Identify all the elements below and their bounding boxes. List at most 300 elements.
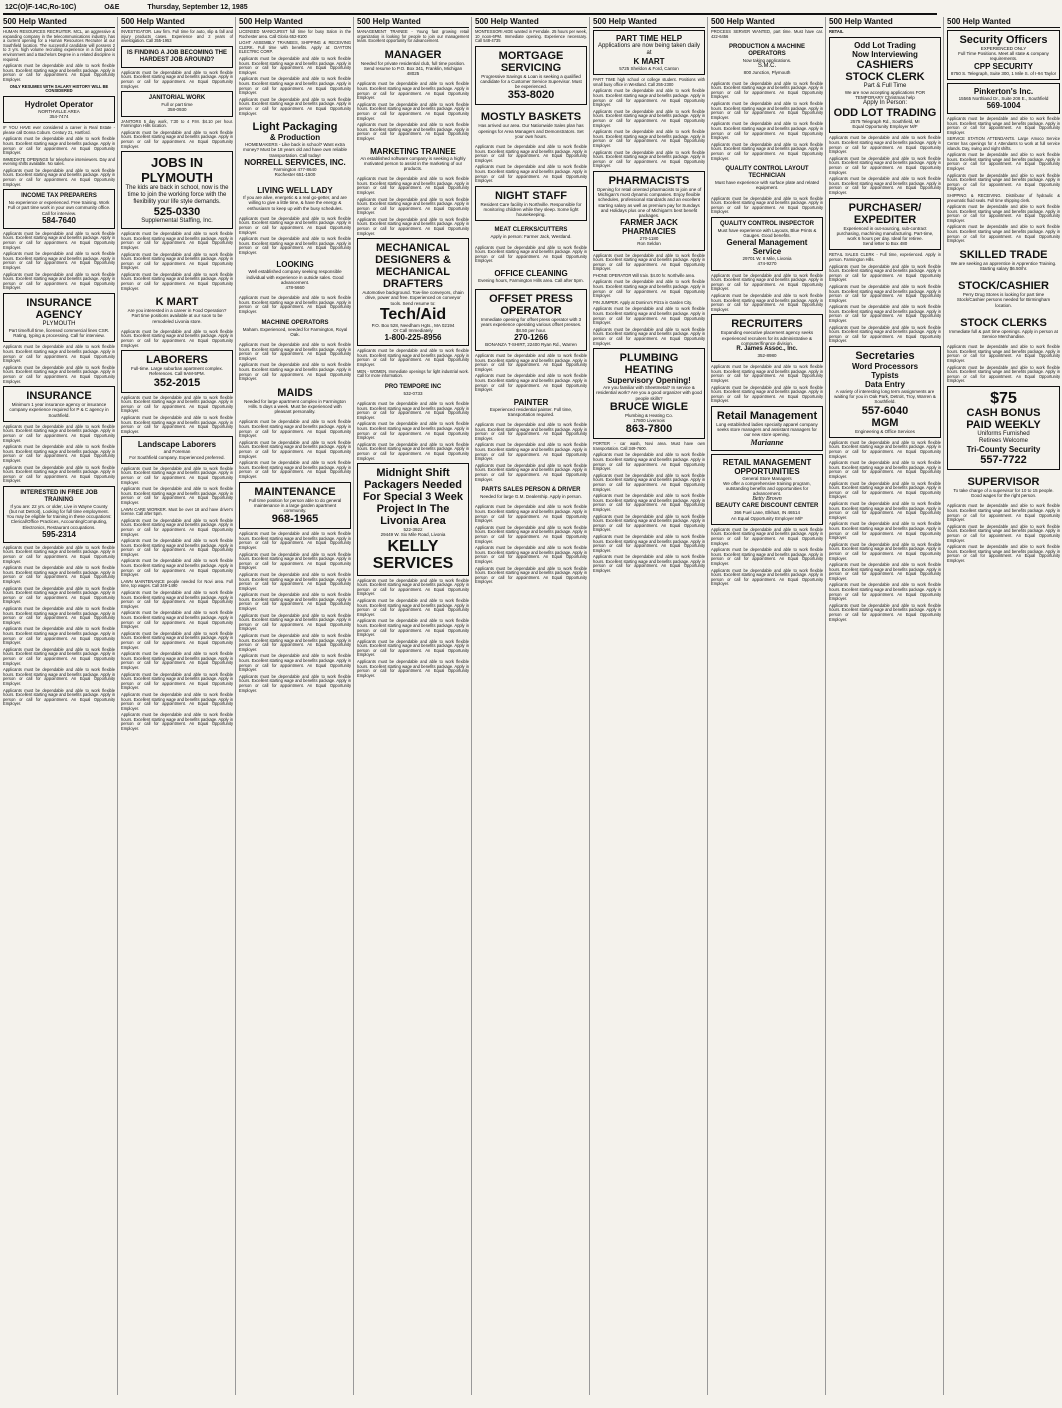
ad-light-packaging	[239, 118, 351, 180]
light-pkg-body: HOMEMAKERS - Like back in school? Want extra money? Must be 18 years old and have own reliable transportation. Call today!	[242, 142, 348, 158]
ad-service-station: SERVICE STATION ATTENDANTS. Large Amoco Service Center has openings for 4 Attendants to work at full service islands. Day, swing and night shifts.	[947, 136, 1060, 151]
ad-fill: Applicants must be dependable and able to work flexible hours. Excellent starting wage and benefits package. Apply in person or call for appointment. An Equal Opportunity Employer.	[357, 401, 469, 420]
farmerjack-title: FARMER JACK PHARMACIES	[620, 218, 678, 237]
purchaser-title: PURCHASER/ EXPEDITER	[848, 201, 922, 226]
ad-fill: Applicants must be dependable and able to work flexible hours. Excellent starting wage and benefits package. Apply in person or call for appointment. An Equal Opportunity Employer.	[121, 558, 233, 578]
farmerjack-addr: 270-1180	[639, 236, 659, 242]
parts-body: Needed for large G.M. Dealership. Apply in person.	[480, 494, 582, 500]
ad-fill: Applicants must be dependable and able to work flexible hours. Excellent starting wage and benefits package. Apply in person or call for appointment. An Equal Opportunity Employer.	[121, 630, 233, 650]
ad-job-hunt	[121, 46, 233, 68]
sec-tag: Engineering & Office Services	[855, 428, 915, 434]
ad-fill: Applicants must be dependable and able to work flexible hours. Excellent starting wage and benefits package. Apply in person or call for appointment. An Equal Opportunity Employer.	[947, 544, 1060, 563]
ad-fill: Applicants must be dependable and able to work flexible hours. Excellent starting wage and benefits package. Apply in person or call for appointment. An Equal Opportunity Employer.	[593, 493, 705, 512]
ad-management-trainee: MANAGEMENT TRAINEE - Young fast growing retail organization is looking for people to join our management team. Excellent opportunity for advancement.	[357, 29, 469, 44]
ad-fill: Applicants must be dependable and able to work flexible hours. Excellent starting wage and benefits package. Apply in person or call for appointment. An Equal Opportunity Employer.	[239, 96, 351, 116]
paper-name: O&E	[104, 4, 120, 11]
ad-mostly-baskets	[475, 108, 587, 142]
ad-fill: Applicants must be dependable and able to work flexible hours. Excellent starting wage and benefits package. Apply in person or call for appointment. An Equal Opportunity Employer.	[711, 547, 823, 566]
pth-addr: 5725 Sheldon & Ford, Canton	[619, 66, 679, 71]
ad-fill: Applicants must be dependable and able to work flexible hours. Excellent starting wage and benefits package. Apply in person or call for appointment. An Equal Opportunity Employer.	[239, 419, 351, 439]
ad-fill: Applicants must be dependable and able to work flexible hours. Excellent starting wage and benefits package. Apply in person or call for appointment. An Equal Opportunity Employer.	[711, 384, 823, 404]
ad-production	[711, 41, 823, 78]
maids-body: Needed for large apartment complex in Farmington Hills. 5 days a week. Must be experienced with pleasant personality.	[244, 398, 346, 415]
light-pkg-sub: & Production	[269, 133, 321, 143]
top-rule	[3, 13, 937, 15]
offset-body: Immediate opening for offset press operator with 3 years experience operating various offset presses. $8.50 per hour.	[480, 317, 582, 333]
pinkerton-title: Pinkerton's Inc.	[973, 86, 1034, 96]
qc-title: QUALITY CONTROL LAYOUT TECHNICIAN	[725, 166, 809, 180]
plumbing-company2: Plumbing & Heating Co.	[624, 412, 674, 418]
ad-offset	[475, 289, 587, 351]
oddlot-pos2: STOCK CLERK	[845, 70, 925, 83]
ad-plumbing	[593, 348, 705, 439]
retail2-sub: General Store Managers	[742, 475, 792, 481]
cash-title: CASH BONUS	[966, 407, 1041, 420]
ad-fill: Applicants must be dependable and able to work flexible hours. Excellent starting wage and benefits package. Apply in person or call for appointment. An Equal Opportunity Employer.	[121, 129, 233, 149]
ad-fill: Applicants must be dependable and able to work flexible hours. Excellent starting wage and benefits package. Apply in person or call for appointment. An Equal Opportunity Employer.	[711, 567, 823, 587]
ad-purchaser	[829, 198, 941, 251]
ad-fill: Applicants must be dependable and able to work flexible hours. Excellent starting wage and benefits package. Apply in person or call for appointment. An Equal Opportunity Employer.	[239, 460, 351, 479]
ad-fill: Applicants must be dependable and able to work flexible hours. Excellent starting wage and benefits package. Apply in person or call for appointment. An Equal Opportunity Employer.	[121, 486, 233, 505]
ad-fill: Applicants must be dependable and able to work flexible hours. Excellent starting wage and benefits package. Apply in person or call for appointment. An Equal Opportunity Employer.	[475, 244, 587, 264]
pharm-body: Opening for retail oriented pharmacists to join one of Michigan's most dynamic companies. Enjoy flexible schedules, professional standards and an excellent starting salary as well as premium pay for Sundays and Holidays plus one of Michigan's best benefit packages.	[596, 186, 702, 218]
ad-fill: Applicants must be dependable and able to work flexible hours. Excellent starting wage and benefits package. Apply in person or call for appointment. An Equal Opportunity Employer.	[3, 230, 115, 250]
laborers-title: LABORERS	[146, 354, 208, 367]
column-3	[239, 17, 354, 1395]
kelly-addr: 29449 W. Six Mile Road, Livonia	[380, 532, 446, 538]
ad-part-time-student: PART TIME high school or college student. Positions with small busy office in Westland. Call 255-2300	[593, 77, 705, 87]
beauty-title: BEAUTY CARE DISCOUNT CENTER	[715, 503, 819, 510]
ad-investigator: INVESTIGATOR. Law firm. Full time for auto, slip & fall and injury products cases. Experience and 2 years of investigation. Call 355-1953	[121, 29, 233, 44]
ad-fill: Applicants must be dependable and able to work flexible hours. Excellent starting wage and benefits package. Apply in person or call for appointment. An Equal Opportunity Employer.	[829, 155, 941, 175]
ad-fill: Applicants must be dependable and able to work flexible hours. Excellent starting wage and benefits package. Apply in person or call for appointment. An Equal Opportunity Employer.	[829, 582, 941, 602]
ad-fill: Applicants must be dependable and able to work flexible hours. Excellent starting wage and benefits package. Apply in person or call for appointment. An Equal Opportunity Employer.	[947, 116, 1060, 135]
stockclerks-title: STOCK CLERKS	[960, 316, 1047, 329]
skilled-title: SKILLED TRADE	[959, 248, 1048, 261]
ad-fill: Applicants must be dependable and able to work flexible hours. Excellent starting wage and benefits package. Apply in person or call for appointment. An Equal Opportunity Employer.	[947, 523, 1060, 543]
training-title: INTERESTED IN FREE JOB TRAINING	[20, 489, 98, 503]
ad-fill: Applicants must be dependable and able to work flexible hours. Excellent starting wage and benefits package. Apply in person or call for appointment. An Equal Opportunity Employer.	[947, 204, 1060, 223]
ad-living-well	[239, 183, 351, 214]
cash-sub2: Uniforms Furnished	[977, 431, 1030, 438]
column-heading: 500 Help Wanted	[357, 17, 469, 28]
ad-fill: Applicants must be dependable and able to work flexible hours. Excellent starting wage and benefits package. Apply in person or call for appointment. An Equal Opportunity Employer.	[3, 344, 115, 364]
production-addr: 800 Junction, Plymouth	[743, 70, 791, 76]
ad-fill: Applicants must be dependable and able to work flexible hours. Excellent starting wage and benefits package. Apply in person or call for appointment. An Equal Opportunity Employer.	[593, 533, 705, 553]
classified-columns	[3, 17, 1060, 1395]
oddlot-addr: 2575 Telegraph Rd., Southfield, MI	[850, 119, 920, 124]
ad-retail-label: RETAIL	[829, 29, 844, 34]
light-pkg-title: Light Packaging	[252, 121, 338, 134]
techaid-phone: 1-800-225-8956	[384, 333, 442, 343]
stockcashier-title: STOCK/CASHIER	[958, 280, 1049, 293]
ad-pro-tempore	[357, 381, 469, 399]
ad-fill: Applicants must be dependable and able to work flexible hours. Excellent starting wage and benefits package. Apply in person or call for appointment. An Equal Opportunity Employer.	[829, 521, 941, 541]
plymouth-title: JOBS IN PLYMOUTH	[141, 155, 213, 186]
insurance2-title: INSURANCE	[26, 390, 92, 403]
recruiters-body: Expanding executive placement agency seeks experienced recruiters for its administrative & computer/finance division.	[720, 330, 814, 346]
plumbing-company: BRUCE WIGLE	[609, 400, 689, 413]
ad-pinkerton	[947, 83, 1060, 114]
issue-date: Thursday, September 12, 1985	[147, 4, 248, 11]
ad-fill: Applicants must be dependable and able to work flexible hours. Excellent starting wage and benefits package. Apply in person or call for appointment. An Equal Opportunity Employer.	[3, 251, 115, 271]
ad-men-women: MEN - WOMEN. Immediate openings for light industrial work. Call for more information.	[357, 368, 469, 379]
ad-fill: Applicants must be dependable and able to work flexible hours. Excellent starting wage and benefits package. Apply in person or call for appointment. An Equal Opportunity Employer.	[3, 464, 115, 484]
ad-fill: Applicants must be dependable and able to work flexible hours. Excellent starting wage and benefits package. Apply in person or call for appointment. An Equal Opportunity Employer.	[357, 216, 469, 236]
ad-fill: Applicants must be dependable and able to work flexible hours. Excellent starting wage and benefits package. Apply in person or call for appointment. An Equal Opportunity Employer.	[829, 541, 941, 561]
ad-fill: Applicants must be dependable and able to work flexible hours. Excellent starting wage and benefits package. Apply in person or call for appointment. An Equal Opportunity Employer.	[593, 472, 705, 492]
sec-sub1: Word Processors	[851, 362, 919, 372]
column-heading: 500 Help Wanted	[593, 17, 705, 28]
ad-fill: Applicants must be dependable and able to work flexible hours. Excellent starting wage and benefits package. Apply in person or call for appointment. An Equal Opportunity Employer.	[829, 263, 941, 283]
ad-odd-lot	[829, 37, 941, 134]
techaid-title: Tech/Aid	[379, 305, 447, 323]
kmart-body: Are you interested in a career in Food Operation? Part time positions available at our soon to be remodeled Livonia store.	[127, 308, 227, 324]
betty: Betty Brown	[752, 496, 782, 503]
ad-stock-clerks	[947, 314, 1060, 342]
ad-fill: Applicants must be dependable and able to work flexible hours. Excellent starting wage and benefits package. Apply in person or call for appointment. An Equal Opportunity Employer.	[3, 364, 115, 384]
norrell-title: NORRELL SERVICES, INC.	[244, 157, 346, 167]
ad-hr-contact: ONLY RESUMES WITH SALARY HISTORY WILL BE CONSIDERED	[9, 83, 109, 94]
ad-fill: Applicants must be dependable and able to work flexible hours. Excellent starting wage and benefits package. Apply in person or call for appointment. An Equal Opportunity Employer.	[3, 167, 115, 187]
security-title: Security Officers	[959, 34, 1048, 46]
general-title: General Management Service	[726, 238, 808, 257]
column-heading: 500 Help Wanted	[711, 17, 823, 28]
landscape-sub: and Foreman	[163, 449, 191, 455]
purchaser-body: Experienced in out-sourcing, sub-contract purchasing, machining manufacturing. Part-time, work 6 hours per day. Ideal for retiree.	[836, 225, 934, 241]
office-body: Evening hours, Farmington Hills area. Call after 5pm.	[478, 277, 584, 283]
ad-fill: Applicants must be dependable and able to work flexible hours. Excellent starting wage and benefits package. Apply in person or call for appointment. An Equal Opportunity Employer.	[711, 80, 823, 100]
ad-fill: Applicants must be dependable and able to work flexible hours. Excellent starting wage and benefits package. Apply in person or call for appointment. An Equal Opportunity Employer.	[239, 55, 351, 75]
ad-fill: Applicants must be dependable and able to work flexible hours. Excellent starting wage and benefits package. Apply in person or call for appointment. An Equal Opportunity Employer.	[357, 597, 469, 617]
ad-skilled-trade	[947, 246, 1060, 274]
ad-fill: Applicants must be dependable and able to work flexible hours. Excellent starting wage and benefits package. Apply in person or call for appointment. An Equal Opportunity Employer.	[593, 108, 705, 128]
column-9	[947, 17, 1062, 1395]
column-5	[475, 17, 590, 1395]
ad-meat-clerks	[475, 224, 587, 242]
oddlot-sub: Now Interviewing	[852, 49, 918, 59]
ad-fill: Applicants must be dependable and able to work flexible hours. Excellent starting wage and benefits package. Apply in person or call for appointment. An Equal Opportunity Employer.	[357, 348, 469, 368]
column-heading: 500 Help Wanted	[947, 17, 1060, 28]
ad-fill: Applicants must be dependable and able to work flexible hours. Excellent starting wage and benefits package. Apply in person or call for appointment. An Equal Opportunity Employer.	[3, 423, 115, 443]
janitorial-title: JANITORIAL WORK	[148, 95, 206, 102]
ad-fill: Applicants must be dependable and able to work flexible hours. Excellent starting wage and benefits package. Apply in person or call for appointment. An Equal Opportunity Employer.	[239, 531, 351, 550]
ad-fill: Applicants must be dependable and able to work flexible hours. Excellent starting wage and benefits package. Apply in person or call for appointment. An Equal Opportunity Employer.	[829, 460, 941, 479]
tax-title: INCOME TAX PREPARERS	[21, 193, 97, 200]
ad-fill: Applicants must be dependable and able to work flexible hours. Excellent starting wage and benefits package. Apply in person or call for appointment. An Equal Opportunity Employer.	[121, 712, 233, 732]
ad-fill: Applicants must be dependable and able to work flexible hours. Excellent starting wage and benefits package. Apply in person or call for appointment. An Equal Opportunity Employer.	[357, 421, 469, 441]
maint-phone: 968-1965	[271, 513, 319, 526]
ad-fill: Applicants must be dependable and able to work flexible hours. Excellent starting wage and benefits package. Apply in person or call for appointment. An Equal Opportunity Employer.	[711, 364, 823, 384]
purchaser-send: Send letter to Box 480	[862, 241, 908, 247]
beauty-addr: 366 Fuel Lane, Elkhart, IN 46514	[733, 510, 801, 516]
ad-fill: Applicants must be dependable and able to work flexible hours. Excellent starting wage and benefits package. Apply in person or call for appointment. An Equal Opportunity Employer.	[121, 671, 233, 691]
oddlot-eoe: Equal Opportunity Employer M/F	[852, 124, 918, 130]
tax-body: No experience or experienced. Free training. Work Full or part time work in your own community office. Call for interview.	[7, 200, 111, 216]
tax-phone: 584-7640	[42, 215, 76, 225]
ad-fill: Applicants must be dependable and able to work flexible hours. Excellent starting wage and benefits package. Apply in person or call for appointment. An Equal Opportunity Employer.	[475, 545, 587, 564]
beauty-eoe: An Equal Opportunity Employer M/F	[730, 515, 804, 521]
night-body: Resident Care facility in Northville. Responsible for monitoring children while they sleep. Some light housekeeping.	[480, 201, 582, 218]
ad-secretaries	[829, 346, 941, 438]
ad-kmart	[121, 293, 233, 327]
ad-fill: Applicants must be dependable and able to work flexible hours. Excellent starting wage and benefits package. Apply in person or call for appointment. An Equal Opportunity Employer.	[239, 571, 351, 591]
ad-fill: Applicants must be dependable and able to work flexible hours. Excellent starting wage and benefits package. Apply in person or call for appointment. An Equal Opportunity Employer.	[239, 633, 351, 652]
ad-fill: Applicants must be dependable and able to work flexible hours. Excellent starting wage and benefits package. Apply in person or call for appointment. An Equal Opportunity Employer.	[947, 172, 1060, 192]
ad-fill: Applicants must be dependable and able to work flexible hours. Excellent starting wage and benefits package. Apply in person or call for appointment. An Equal Opportunity Employer.	[357, 81, 469, 101]
sec-company: MGM	[871, 416, 899, 429]
ad-fill: Applicants must be dependable and able to work flexible hours. Excellent starting wage and benefits package. Apply in person or call for appointment. An Equal Opportunity Employer.	[711, 121, 823, 141]
ad-qc-layout	[711, 163, 823, 193]
ad-fill: Applicants must be dependable and able to work flexible hours. Excellent starting wage and benefits package. Apply in person or call for appointment. An Equal Opportunity Employer.	[711, 141, 823, 161]
living-title: LIVING WELL LADY	[257, 186, 333, 196]
ad-fill: Applicants must be dependable and able to work flexible hours. Excellent starting wage and benefits package. Apply in person or call for appointment. An Equal Opportunity Employer.	[593, 129, 705, 148]
ad-night-staff	[475, 186, 587, 222]
ad-fill: Applicants must be dependable and able to work flexible hours. Excellent starting wage and benefits package. Apply in person or call for appointment. An Equal Opportunity Employer.	[239, 673, 351, 693]
ad-maids	[239, 384, 351, 418]
offset-phone: 270-1266	[514, 332, 548, 342]
ad-fill: Applicants must be dependable and able to work flexible hours. Excellent starting wage and benefits package. Apply in person or call for appointment. An Equal Opportunity Employer.	[593, 88, 705, 108]
ad-stock-cashier	[947, 277, 1060, 311]
baskets-body: Has arrived our area. Our Nationwide Sales plan has openings for Area Managers and Demonstrators. Set your own hours.	[478, 123, 584, 139]
painter-body: Experienced residential painter. Full time, transportation required.	[489, 406, 573, 417]
living-body: If you are alive, energetic & a real go-getter, and are willing to give a little time, & have the energy & enthusiasm to keep up with the busy schedules.	[243, 195, 347, 211]
ad-fill: Applicants must be dependable and able to work flexible hours. Excellent starting wage and benefits package. Apply in person or call for appointment. An Equal Opportunity Employer.	[593, 513, 705, 533]
cash-amount: $75	[990, 390, 1017, 408]
insurance-sub: PLYMOUTH	[42, 320, 76, 327]
kmart-title: K MART	[155, 296, 199, 309]
ad-kelly	[357, 463, 469, 575]
insurance2-body: Minimum 1 year insurance agency or insurance company experience required for P & C agency in Southfield.	[9, 402, 109, 418]
pth-company: K MART	[633, 57, 665, 66]
ad-process-server: PROCESS SERVER WANTED, part time. Must have car. 422-6456	[711, 29, 823, 39]
cash-sub: PAID WEEKLY	[966, 419, 1041, 432]
ad-fill: Applicants must be dependable and able to work flexible hours. Excellent starting wage and benefits package. Apply in person or call for appointment. An Equal Opportunity Employer.	[475, 144, 587, 163]
ad-fill: Applicants must be dependable and able to work flexible hours. Excellent starting wage and benefits package. Apply in person or call for appointment. An Equal Opportunity Employer.	[121, 538, 233, 557]
oddlot-company: ODD LOT TRADING	[833, 107, 937, 119]
ad-fill: Applicants must be dependable and able to work flexible hours. Excellent starting wage and benefits package. Apply in person or call for appointment. An Equal Opportunity Employer.	[593, 279, 705, 299]
stockcashier-body: Perry Drug Stores is looking for part time Stock/Cashier persons needed for Birmingham location.	[956, 292, 1051, 308]
qc-body: Must have experience with surface plate and related equipment.	[714, 180, 820, 191]
ad-fill: Applicants must be dependable and able to work flexible hours. Excellent starting wage and benefits package. Apply in person or call for appointment. An Equal Opportunity Employer.	[3, 585, 115, 605]
ad-retail-sales: RETAIL SALES CLERK - Full time, experienced. Apply in person. Farmington Hills.	[829, 252, 941, 262]
ad-fill: Applicants must be dependable and able to work flexible hours. Excellent starting wage and benefits package. Apply in person or call for appointment. An Equal Opportunity Employer.	[593, 306, 705, 326]
ad-qc-inspector	[711, 217, 823, 271]
ad-laborers	[121, 350, 233, 392]
recruiters-company: R. James Assoc., Inc.	[736, 346, 798, 353]
security-sub: EXPERIENCED ONLY	[980, 46, 1027, 51]
general-addr: 29701 W. 8 Mile, Livonia	[742, 256, 792, 262]
security-body: Full Time Positions. Meet all state & company requirements.	[958, 51, 1049, 62]
ad-fill: Applicants must be dependable and able to work flexible hours. Excellent starting wage and benefits package. Apply in person or call for appointment. An Equal Opportunity Employer.	[3, 626, 115, 646]
ad-fill: Applicants must be dependable and able to work flexible hours. Excellent starting wage and benefits package. Apply in person or call for appointment. An Equal Opportunity Employer.	[121, 69, 233, 89]
ad-fill: Applicants must be dependable and able to work flexible hours. Excellent starting wage and benefits package. Apply in person or call for appointment. An Equal Opportunity Employer.	[829, 439, 941, 459]
insurance-body: Part time/full time, licensed commercial lines CSR. Rating, typing & processing. Call for interview.	[8, 327, 110, 339]
meat-title: MEAT CLERKS/CUTTERS	[494, 227, 568, 234]
ad-fill: Applicants must be dependable and able to work flexible hours. Excellent starting wage and benefits package. Apply in person or call for appointment. An Equal Opportunity Employer.	[121, 465, 233, 485]
production-company: S.M.C.	[757, 63, 777, 70]
ad-insurance	[3, 386, 115, 422]
hydrolet-title: Hydrolet Operator	[24, 99, 94, 109]
ad-retail-opps	[711, 454, 823, 525]
oddlot-body: We are now accepting applications FOR TEMPORARY Christmas help	[844, 89, 926, 100]
ad-fill: Applicants must be dependable and able to work flexible hours. Excellent starting wage and benefits package. Apply in person or call for appointment. An Equal Opportunity Employer.	[475, 442, 587, 462]
plymouth-phone: 525-0330	[153, 206, 201, 219]
ad-fill: Applicants must be dependable and able to work flexible hours. Excellent starting wage and benefits package. Apply in person or call for appointment. An Equal Opportunity Employer.	[3, 606, 115, 625]
ad-lawn: LAWN CARE WORKER. Must be over 18 and have driver's license. Call after 5pm.	[121, 506, 233, 517]
supervisor-body: To take charge of a supervisor for 10 to 15 people. Good wages for the right person.	[953, 488, 1054, 499]
ad-fill: Applicants must be dependable and able to work flexible hours. Excellent starting wage and benefits package. Apply in person or call for appointment. An Equal Opportunity Employer.	[829, 562, 941, 581]
ad-fill: Applicants must be dependable and able to work flexible hours. Excellent starting wage and benefits package. Apply in person or call for appointment. An Equal Opportunity Employer.	[121, 251, 233, 271]
oddlot-title: Odd Lot Trading	[854, 40, 916, 50]
sec-sub2: Typists	[871, 371, 899, 381]
mechanical-title: MECHANICAL DESIGNERS & MECHANICAL DRAFTERS	[375, 242, 451, 291]
column-1	[3, 17, 118, 1395]
ad-fill: Applicants must be dependable and able to work flexible hours. Excellent starting wage and benefits package. Apply in person or call for appointment. An Equal Opportunity Employer.	[121, 394, 233, 414]
ad-fill: Applicants must be dependable and able to work flexible hours. Excellent starting wage and benefits package. Apply in person or call for appointment. An Equal Opportunity Employer.	[3, 271, 115, 291]
ad-light-assembly: LIGHT ASSEMBLY TRAINEES, SHIPPING & RECEIVING CLERK. Full time with benefits. Apply at: DAYTON ELECTRIC CORP.	[239, 40, 351, 55]
ad-mortgage	[475, 46, 587, 106]
supervisor-title: SUPERVISOR	[967, 476, 1040, 489]
mortgage-title: MORTGAGE SERVICING	[498, 49, 564, 74]
cash-phone: 557-7722	[980, 454, 1027, 467]
ad-fill: Applicants must be dependable and able to work flexible hours. Excellent starting wage and benefits package. Apply in person or call for appointment. An Equal Opportunity Employer.	[829, 324, 941, 344]
ad-fill: Applicants must be dependable and able to work flexible hours. Excellent starting wage and benefits package. Apply in person or call for appointment. An Equal Opportunity Employer.	[121, 415, 233, 434]
ad-fill: Applicants must be dependable and able to work flexible hours. Excellent starting wage and benefits package. Apply in person or call for appointment. An Equal Opportunity Employer.	[829, 176, 941, 195]
ad-fill: Applicants must be dependable and able to work flexible hours. Excellent starting wage and benefits package. Apply in person or call for appointment. An Equal Opportunity Employer.	[121, 231, 233, 250]
ad-fill: Applicants must be dependable and able to work flexible hours. Excellent starting wage and benefits package. Apply in person or call for appointment. An Equal Opportunity Employer.	[829, 283, 941, 303]
techaid-addr: P.O. Box 528, Needham Hgts., MA 02194	[371, 322, 455, 328]
sec-title: Secretaries	[855, 350, 915, 363]
pharm-title: PHARMACISTS	[608, 174, 690, 187]
production-title: PRODUCTION & MACHINE OPERATORS	[729, 44, 805, 58]
ad-fill: Applicants must be dependable and able to work flexible hours. Excellent starting wage and benefits package. Apply in person or call for appointment. An Equal Opportunity Employer.	[829, 304, 941, 324]
ad-janitorial	[121, 91, 233, 116]
ad-fill: Applicants must be dependable and able to work flexible hours. Excellent starting wage and benefits package. Apply in person or call for appointment. An Equal Opportunity Employer.	[3, 444, 115, 463]
ad-fill: Applicants must be dependable and able to work flexible hours. Excellent starting wage and benefits package. Apply in person or call for appointment. An Equal Opportunity Employer.	[947, 344, 1060, 364]
techaid-call: Or Call Immediately	[393, 328, 433, 334]
manager-body: Needed for private residential club, full time position. Send resume to P.O. Box 341, Franklin, Michigan 48025	[360, 60, 466, 77]
ad-fill: Applicants must be dependable and able to work flexible hours. Excellent starting wage and benefits package. Apply in person or call for appointment. An Equal Opportunity Employer.	[475, 422, 587, 441]
looking-body: Well established company seeking responsible individual with experience in outside sales. Good advancement.	[246, 269, 344, 285]
parts-title: PARTS SALES PERSON & DRIVER	[481, 487, 581, 494]
ad-fill: Applicants must be dependable and able to work flexible hours. Excellent starting wage and benefits package. Apply in person or call for appointment. An Equal Opportunity Employer.	[3, 565, 115, 585]
janitorial-phone: 358-0930	[167, 107, 187, 113]
ad-fill: Applicants must be dependable and able to work flexible hours. Excellent starting wage and benefits package. Apply in person or call for appointment. An Equal Opportunity Employer.	[239, 439, 351, 459]
ad-janitors: JANITORS 5 day work, 7:30 to 4 P.M. $4.10 per hour. Farmington Hills location.	[121, 118, 233, 129]
looking-title: LOOKING	[276, 260, 314, 270]
sec-phone: 557-6040	[861, 404, 909, 417]
ad-fill: Applicants must be dependable and able to work flexible hours. Excellent starting wage and benefits package. Apply in person or call for appointment. An Equal Opportunity Employer.	[593, 452, 705, 472]
ad-fill: Applicants must be dependable and able to work flexible hours. Excellent starting wage and benefits package. Apply in person or call for appointment. An Equal Opportunity Employer.	[829, 500, 941, 520]
ad-pharmacists	[593, 171, 705, 251]
ad-marketing	[357, 144, 469, 175]
oddlot-pos3: Part & Full Time	[863, 82, 907, 89]
ad-fill: Applicants must be dependable and able to work flexible hours. Excellent starting wage and benefits package. Apply in person or call for appointment. An Equal Opportunity Employer.	[357, 659, 469, 678]
ad-fill: Applicants must be dependable and able to work flexible hours. Excellent starting wage and benefits package. Apply in person or call for appointment. An Equal Opportunity Employer.	[357, 176, 469, 195]
plumbing-title: PLUMBING HEATING	[619, 352, 679, 377]
ad-fill: Applicants must be dependable and able to work flexible hours. Excellent starting wage and benefits package. Apply in person or call for appointment. An Equal Opportunity Employer.	[593, 554, 705, 574]
ad-fill: Applicants must be dependable and able to work flexible hours. Excellent starting wage and benefits package. Apply in person or call for appointment. An Equal Opportunity Employer.	[239, 592, 351, 612]
plymouth-body: The kids are back in school, now is the time to join the working force with the flexibility your life style demands.	[125, 185, 229, 206]
oddlot-apply: Apply In Person:	[862, 100, 908, 106]
tempo-phone: 532-0733	[403, 390, 423, 396]
plumbing-addr: 17800 Livernois	[633, 418, 665, 424]
janitorial-sub: Full or part time	[161, 102, 193, 108]
ad-fill: Applicants must be dependable and able to work flexible hours. Excellent starting wage and benefits package. Apply in person or call for appointment. An Equal Opportunity Employer.	[947, 364, 1060, 384]
maint-body: Full time position for person able to do general maintenance in a large garden apartment community.	[248, 497, 342, 513]
ad-fill: Applicants must be dependable and able to work flexible hours. Excellent starting wage and benefits package. Apply in person or call for appointment. An Equal Opportunity Employer.	[3, 544, 115, 564]
column-heading: 500 Help Wanted	[121, 17, 233, 28]
training-phone: 595-2314	[42, 529, 76, 539]
norrell-loc1: Farmington 477-8640	[273, 166, 317, 172]
ad-fill: Applicants must be dependable and able to work flexible hours. Excellent starting wage and benefits package. Apply in person or call for appointment. An Equal Opportunity Employer.	[829, 602, 941, 622]
plymouth-company: Supplemental Staffing, Inc.	[141, 218, 213, 225]
pinkerton-phone: 569-1004	[986, 101, 1021, 111]
ad-fill: Applicants must be dependable and able to work flexible hours. Excellent starting wage and benefits package. Apply in person or call for appointment. An Equal Opportunity Employer.	[711, 272, 823, 292]
ad-fill: Applicants must be dependable and able to work flexible hours. Excellent starting wage and benefits package. Apply in person or call for appointment. An Equal Opportunity Employer.	[239, 551, 351, 571]
hydrolet-sub: NORTHVILLE AREA	[38, 108, 80, 114]
ad-fill: Applicants must be dependable and able to work flexible hours. Excellent starting wage and benefits package. Apply in person or call for appointment. An Equal Opportunity Employer.	[239, 295, 351, 315]
ad-fill: Applicants must be dependable and able to work flexible hours. Excellent starting wage and benefits package. Apply in person or call for appointment. An Equal Opportunity Employer.	[593, 252, 705, 272]
ad-montessori: MONTESSORI AIDE wanted in Ferndale. 25 hours per week, 10 noon-6PM. Immediate opening. Experience necessary. Call 548-4735	[475, 29, 587, 44]
ad-pin-jumper: PIN JUMPER. Apply at Domino's Pizza in Garden City.	[593, 299, 692, 305]
ad-fill: Applicants must be dependable and able to work flexible hours. Excellent starting wage and benefits package. Apply in person or call for appointment. An Equal Opportunity Employer.	[947, 152, 1060, 171]
ad-painter	[475, 395, 587, 420]
ad-fill: Applicants must be dependable and able to work flexible hours. Excellent starting wage and benefits package. Apply in person or call for appointment. An Equal Opportunity Employer.	[593, 149, 705, 169]
column-4	[357, 17, 472, 1395]
pth-title: PART TIME HELP	[615, 34, 683, 43]
ad-tax-preparers	[3, 189, 115, 229]
ad-insurance-agency	[3, 293, 115, 342]
ad-retail-mgmt	[711, 406, 823, 451]
looking-phone: 478-5660	[285, 285, 305, 291]
retail-title: Retail Management	[716, 410, 818, 422]
ad-fill: Applicants must be dependable and able to work flexible hours. Excellent starting wage and benefits package. Apply in person or call for appointment. An Equal Opportunity Employer.	[829, 135, 941, 155]
ad-fill: Applicants must be dependable and able to work flexible hours. Excellent starting wage and benefits package. Apply in person or call for appointment. An Equal Opportunity Employer.	[3, 136, 115, 156]
ad-fill: Applicants must be dependable and able to work flexible hours. Excellent starting wage and benefits package. Apply in person or call for appointment. An Equal Opportunity Employer.	[475, 462, 587, 482]
tempo-title: PRO TEMPORE INC	[384, 383, 442, 390]
ad-recruiters	[711, 314, 823, 362]
ad-lawn-maint: LAWN MAINTENANCE people needed for Novi area. Full time, top wages. Call 349-1490	[121, 578, 233, 589]
machine-title: MACHINE OPERATORS	[261, 319, 329, 326]
ad-fill: Applicants must be dependable and able to work flexible hours. Excellent starting wage and benefits package. Apply in person or call for appointment. An Equal Opportunity Employer.	[475, 565, 587, 585]
norrell-loc2: Rochester 651-1500	[274, 171, 316, 177]
cash-company: Tri-County Security	[966, 445, 1041, 455]
ad-fill: Applicants must be dependable and able to work flexible hours. Excellent starting wage and benefits package. Apply in person or call for appointment. An Equal Opportunity Employer.	[3, 687, 115, 707]
meat-body: Apply in person: Farmer Jack, Westland.	[490, 234, 572, 240]
ad-jobs-plymouth	[121, 151, 233, 229]
maids-title: MAIDS	[277, 386, 313, 399]
column-6	[593, 17, 708, 1395]
ad-supervisor	[947, 473, 1060, 501]
ad-maintenance	[239, 482, 351, 530]
column-heading: 500 Help Wanted	[239, 17, 351, 28]
ad-part-time-help	[593, 30, 705, 75]
ad-looking	[239, 257, 351, 293]
ad-fill: Applicants must be dependable and able to work flexible hours. Excellent starting wage and benefits package. Apply in person or call for appointment. An Equal Opportunity Employer.	[121, 271, 233, 291]
page-code: 12C(O)F-14C,Ro-10C)	[5, 4, 77, 11]
ad-fill: Applicants must be dependable and able to work flexible hours. Excellent starting wage and benefits package. Apply in person or call for appointment. An Equal Opportunity Employer.	[121, 651, 233, 670]
landscape-body: For Southfield company. Experienced preferred.	[129, 454, 225, 460]
skilled-body: We are seeking an apprentice in Apprentice Training. Starting salary $6.50/hr.	[950, 260, 1057, 272]
ad-fill: Applicants must be dependable and able to work flexible hours. Excellent starting wage and benefits package. Apply in person or call for appointment. An Equal Opportunity Employer.	[239, 236, 351, 255]
column-heading: 500 Help Wanted	[475, 17, 587, 28]
midnight-title: Midnight Shift Packagers Needed For Special 3 Week Project In The Livonia Area	[362, 467, 464, 528]
ad-job-training	[3, 486, 115, 543]
farmerjack-contact: Ron Seldon	[637, 241, 661, 247]
ad-manager	[357, 46, 469, 80]
